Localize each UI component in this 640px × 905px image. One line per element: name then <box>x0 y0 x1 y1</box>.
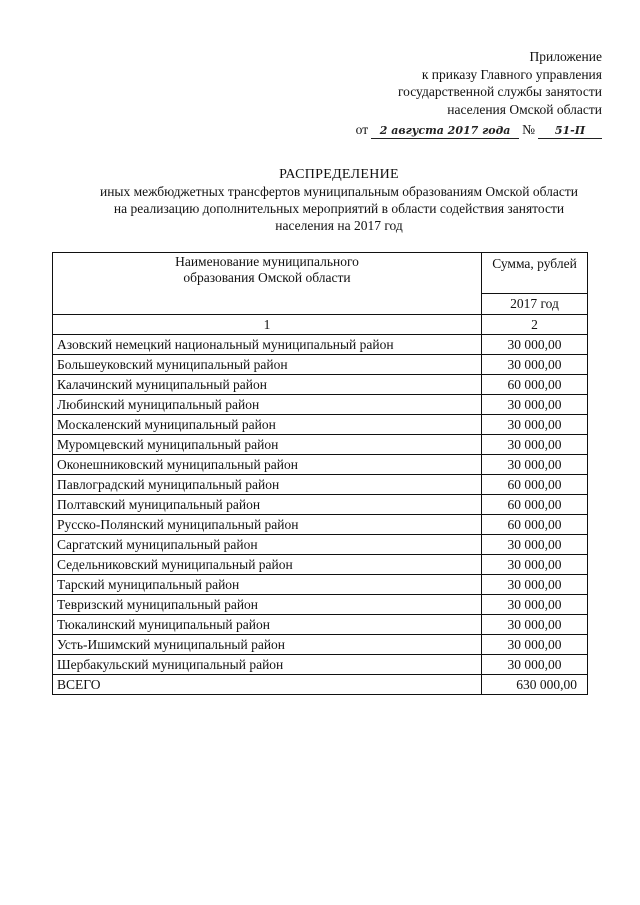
allocation-sum: 60 000,00 <box>482 475 588 495</box>
allocation-sum: 30 000,00 <box>482 595 588 615</box>
number-label: № <box>522 122 535 137</box>
handwritten-date: 2 августа 2017 года <box>371 124 519 139</box>
municipality-name: Москаленский муниципальный район <box>53 415 482 435</box>
table-row <box>53 555 588 575</box>
municipality-name: Седельниковский муниципальный район <box>53 555 482 575</box>
allocation-sum: 30 000,00 <box>482 655 588 675</box>
municipality-name: Тевризский муниципальный район <box>53 595 482 615</box>
total-sum: 630 000,00 <box>482 675 588 695</box>
table-row <box>53 435 588 455</box>
document-title <box>60 166 618 234</box>
municipality-name: Тюкалинский муниципальный район <box>53 615 482 635</box>
table-row <box>53 515 588 535</box>
municipality-name: Калачинский муниципальный район <box>53 375 482 395</box>
municipality-name: Русско-Полянский муниципальный район <box>53 515 482 535</box>
allocation-sum: 30 000,00 <box>482 355 588 375</box>
allocation-sum: 30 000,00 <box>482 435 588 455</box>
header-name-line-2: образования Омской области <box>183 270 351 285</box>
municipality-name: Саргатский муниципальный район <box>53 535 482 555</box>
total-label: ВСЕГО <box>53 675 482 695</box>
municipality-name: Азовский немецкий национальный муниципальный район <box>53 335 482 355</box>
municipality-name: Полтавский муниципальный район <box>53 495 482 515</box>
table-row <box>53 595 588 615</box>
municipality-name: Любинский муниципальный район <box>53 395 482 415</box>
column-number-2: 2 <box>482 315 588 335</box>
municipality-name: Муромцевский муниципальный район <box>53 435 482 455</box>
attachment-line-3: государственной службы занятости <box>397 84 602 99</box>
allocation-sum: 30 000,00 <box>482 635 588 655</box>
title-line-1: иных межбюджетных трансфертов муниципальным образованиям Омской области <box>99 184 579 199</box>
table-row <box>53 615 588 635</box>
distribution-table <box>52 252 588 695</box>
allocation-sum: 30 000,00 <box>482 395 588 415</box>
table-row <box>53 395 588 415</box>
column-number-row <box>53 315 588 335</box>
attachment-line-4: населения Омской области <box>447 101 602 117</box>
table-row <box>53 475 588 495</box>
attachment-line-2: к приказу Главного управления <box>421 66 602 82</box>
allocation-sum: 30 000,00 <box>482 555 588 575</box>
column-number-1: 1 <box>53 315 482 335</box>
table-row <box>53 335 588 355</box>
from-label: от <box>355 122 369 137</box>
allocation-sum: 60 000,00 <box>482 515 588 535</box>
allocation-sum: 30 000,00 <box>482 335 588 355</box>
table-row <box>53 455 588 475</box>
table-row <box>53 535 588 555</box>
allocation-sum: 60 000,00 <box>482 375 588 395</box>
title-line-2: на реализацию дополнительных мероприятий в области содействия занятости <box>113 201 565 216</box>
table-row <box>53 655 588 675</box>
header-name-cell <box>53 253 482 315</box>
allocation-sum: 30 000,00 <box>482 615 588 635</box>
header-name-line-1: Наименование муниципального <box>175 254 359 269</box>
allocation-sum: 30 000,00 <box>482 455 588 475</box>
attachment-line-1: Приложение <box>529 49 602 64</box>
total-row <box>53 675 588 695</box>
table-row <box>53 635 588 655</box>
allocation-sum: 60 000,00 <box>482 495 588 515</box>
allocation-sum: 30 000,00 <box>482 535 588 555</box>
handwritten-number: 51-П <box>538 124 602 139</box>
municipality-name: Павлоградский муниципальный район <box>53 475 482 495</box>
municipality-name: Тарский муниципальный район <box>53 575 482 595</box>
municipality-name: Большеуковский муниципальный район <box>53 355 482 375</box>
allocation-sum: 30 000,00 <box>482 575 588 595</box>
title-heading: РАСПРЕДЕЛЕНИЕ <box>279 167 399 182</box>
title-line-3: населения на 2017 год <box>275 218 403 233</box>
table-row <box>53 355 588 375</box>
municipality-name: Усть-Ишимский муниципальный район <box>53 635 482 655</box>
municipality-name: Оконешниковский муниципальный район <box>53 455 482 475</box>
municipality-name: Шербакульский муниципальный район <box>53 655 482 675</box>
order-date-line <box>353 121 602 139</box>
table-row <box>53 415 588 435</box>
table-row <box>53 495 588 515</box>
attachment-block <box>353 48 602 139</box>
table-row <box>53 575 588 595</box>
table-row <box>53 375 588 395</box>
allocation-sum: 30 000,00 <box>482 415 588 435</box>
header-row <box>53 253 588 294</box>
header-year-cell: 2017 год <box>482 294 588 315</box>
header-sum-cell: Сумма, рублей <box>482 253 588 294</box>
